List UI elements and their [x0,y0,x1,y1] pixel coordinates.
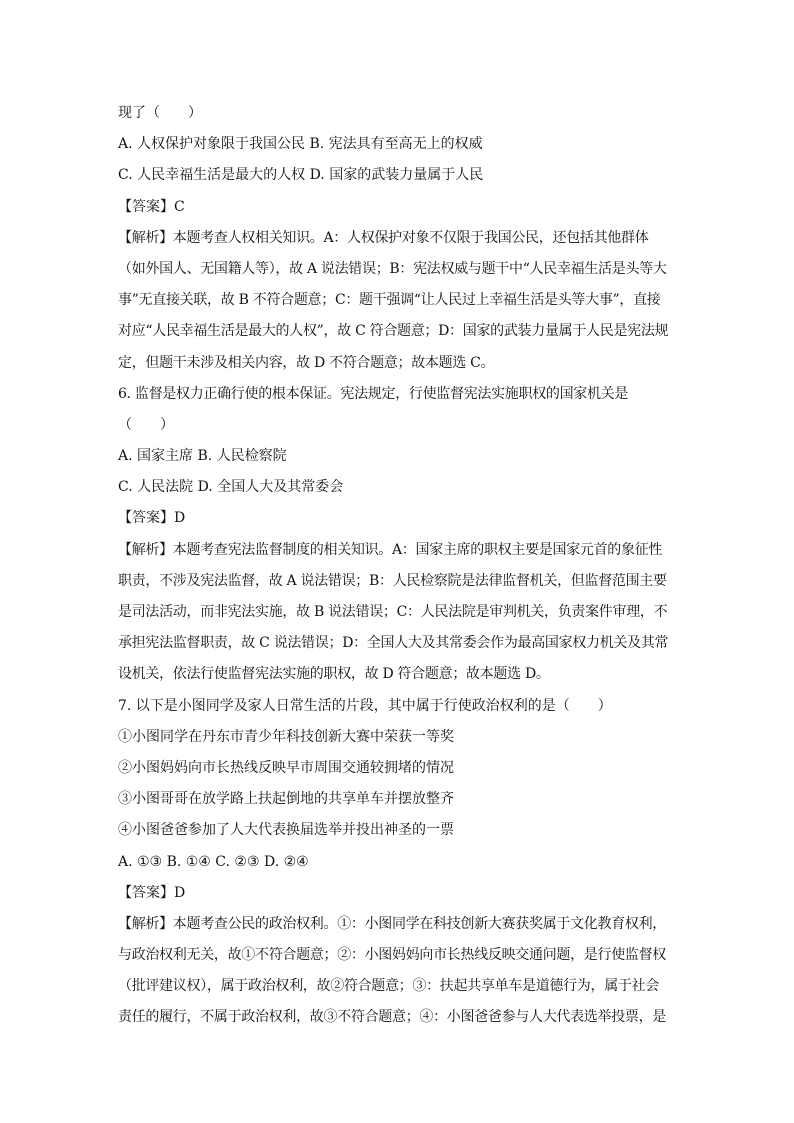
question-6-options-cd: C. 人民法院 D. 全国人大及其常委会 [118,479,344,496]
question-7-analysis-line: 【解析】本题考查公民的政治权利。①：小图同学在科技创新大赛获奖属于文化教育权利， [118,915,666,932]
question-5-analysis-line: 对应“人民幸福生活是最大的人权”，故 C 符合题意；D：国家的武装力量属于人民是宪法规 [118,323,669,340]
question-6-analysis-line: 职责，不涉及宪法监督，故 A 说法错误；B：人民检察院是法律监督机关，但监督范围主要 [118,572,667,589]
question-5-analysis-line: 事”无直接关联，故 B 不符合题意；C：题干强调“让人民过上幸福生活是头等大事”，直接 [118,292,661,309]
question-6-analysis-line: 设机关，依法行使监督宪法实施的职权，故 D 符合题意；故本题选 D。 [118,666,550,683]
question-7-stem: 7. 以下是小图同学及家人日常生活的片段，其中属于行使政治权利的是（ ） [118,697,612,714]
question-7-analysis-line: （批评建议权），属于政治权利，故②符合题意；③：扶起共享单车是道德行为，属于社会 [118,978,659,995]
question-5-stem-tail: 现了（ ） [118,105,202,121]
question-6-stem-bracket: （ ） [118,416,174,433]
question-6-analysis-line: 【解析】本题考查宪法监督制度的相关知识。A：国家主席的职权主要是国家元首的象征性 [118,541,663,558]
question-6-analysis-line: 承担宪法监督职责，故 C 说法错误；D：全国人大及其常委会作为最高国家权力机关及其常 [118,635,669,652]
question-7-analysis-line: 与政治权利无关，故①不符合题意；②：小图妈妈向市长热线反映交通问题，是行使监督权 [118,947,666,964]
question-5-analysis-line: （如外国人、无国籍人等），故 A 说法错误；B：宪法权威与题干中“人民幸福生活是头等大 [118,260,667,277]
question-6-options-ab: A. 国家主席 B. 人民检察院 [118,448,287,465]
question-5-answer: 【答案】C [118,198,185,215]
question-7-item: ④小图爸爸参加了人大代表换届选举并投出神圣的一票 [118,822,454,839]
question-5-options-ab: A. 人权保护对象限于我国公民 B. 宪法具有至高无上的权威 [118,136,483,153]
question-7-options: A. ①③ B. ①④ C. ②③ D. ②④ [118,853,309,870]
question-7-answer: 【答案】D [118,884,186,901]
question-6-analysis-line: 是司法活动，而非宪法实施，故 B 说法错误；C：人民法院是审判机关，负责案件审理，不 [118,604,668,620]
question-7-item: ①小图同学在丹东市青少年科技创新大赛中荣获一等奖 [118,728,454,745]
question-7-analysis-line: 责任的履行，不属于政治权利，故③不符合题意；④：小图爸爸参与人大代表选举投票，是 [118,1009,666,1026]
question-7-item: ③小图哥哥在放学路上扶起倒地的共享单车并摆放整齐 [118,791,454,808]
question-5-analysis-line: 【解析】本题考查人权相关知识。A：人权保护对象不仅限于我国公民，还包括其他群体 [118,229,649,246]
document-page [118,98,680,1034]
question-6-answer: 【答案】D [118,510,186,527]
question-7-item: ②小图妈妈向市长热线反映早市周围交通较拥堵的情况 [118,759,454,776]
question-6-stem: 6. 监督是权力正确行使的根本保证。宪法规定，行使监督宪法实施职权的国家机关是 [118,385,629,402]
question-5-options-cd: C. 人民幸福生活是最大的人权 D. 国家的武装力量属于人民 [118,167,484,184]
question-5-analysis-line: 定，但题干未涉及相关内容，故 D 不符合题意；故本题选 C。 [118,354,495,371]
